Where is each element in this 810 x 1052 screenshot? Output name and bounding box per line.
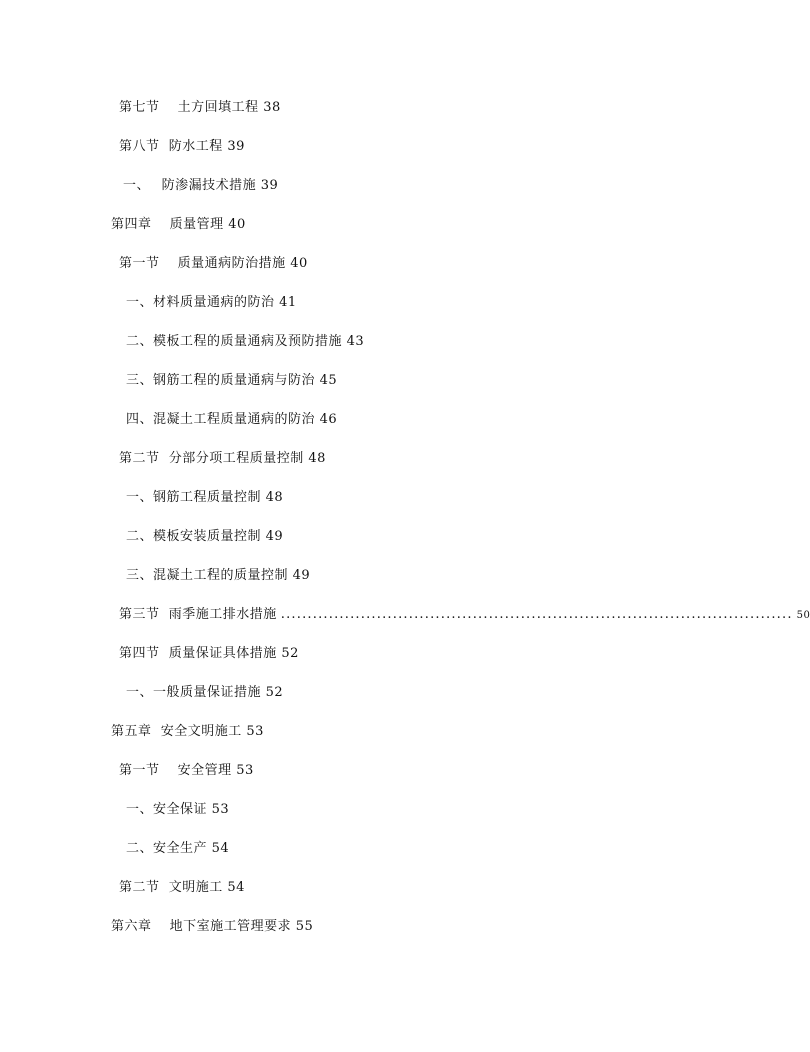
- toc-entry-section-7: 第七节 土方回填工程 38: [119, 100, 281, 115]
- toc-entry-item-3: 三、钢筋工程的质量通病与防治 45: [126, 373, 338, 388]
- toc-entry-section-3: [119, 607, 810, 624]
- toc-entry-label: 第三节 雨季施工排水措施: [119, 607, 277, 622]
- toc-entry-section-2: 第二节 分部分项工程质量控制 48: [119, 451, 326, 466]
- toc-entry-item-1: 一、安全保证 53: [126, 802, 230, 817]
- toc-entry-item-1: 一、一般质量保证措施 52: [126, 685, 284, 700]
- toc-entry-section-4: 第四节 质量保证具体措施 52: [119, 646, 299, 661]
- toc-entry-item-4: 四、混凝土工程质量通病的防治 46: [126, 412, 338, 427]
- toc-page-number: 50: [796, 610, 810, 621]
- toc-entry-chapter-6: 第六章 地下室施工管理要求 55: [111, 919, 314, 934]
- toc-entry-item-3: 三、混凝土工程的质量控制 49: [126, 568, 311, 583]
- toc-entry-chapter-5: 第五章 安全文明施工 53: [111, 724, 264, 739]
- toc-entry-item-1: 一、钢筋工程质量控制 48: [126, 490, 284, 505]
- toc-entry-section-1: 第一节 安全管理 53: [119, 763, 254, 778]
- toc-entry-item-2: 二、安全生产 54: [126, 841, 230, 856]
- toc-entry-section-2: 第二节 文明施工 54: [119, 880, 245, 895]
- toc-entry-item-2: 二、模板工程的质量通病及预防措施 43: [126, 334, 365, 349]
- toc-entry-item-1: 一、材料质量通病的防治 41: [126, 295, 297, 310]
- toc-entry-section-8: 第八节 防水工程 39: [119, 139, 245, 154]
- toc-entry-chapter-4: 第四章 质量管理 40: [111, 217, 246, 232]
- toc-entry-item-2: 二、模板安装质量控制 49: [126, 529, 284, 544]
- toc-entry-section-1: 第一节 质量通病防治措施 40: [119, 256, 308, 271]
- toc-entry-item-1: 一、 防渗漏技术措施 39: [123, 178, 279, 193]
- toc-leader-dots: ................................................................................................: [280, 607, 793, 622]
